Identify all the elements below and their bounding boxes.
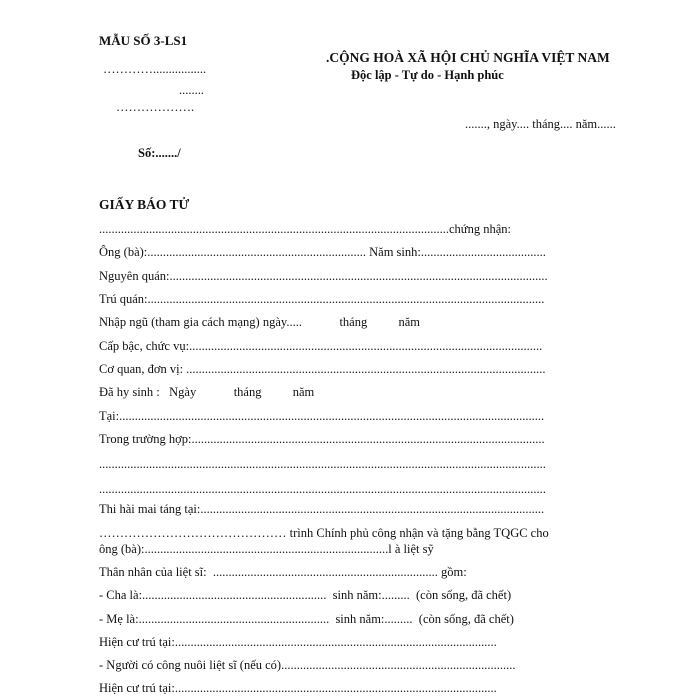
- document-number: Số:......./: [138, 146, 181, 160]
- caregiver-line: - Người có công nuôi liệt sĩ (nếu có)...........................................................................: [99, 658, 516, 672]
- circumstance-cont-1: ...............................................................................................................................................: [99, 457, 546, 471]
- document-title: GIẤY BÁO TỬ: [99, 197, 190, 212]
- rank-line: Cấp bậc, chức vụ:.................................................................................................................: [99, 339, 543, 353]
- motto: Độc lập - Tự do - Hạnh phúc: [351, 68, 504, 82]
- recognition-line-1: ……………………………………… trình Chính phủ công nhận và tặng bằng TQGC cho: [99, 526, 549, 540]
- burial-line: Thi hài mai táng tại:..............................................................................................................: [99, 502, 545, 516]
- current-residence-line-2: Hiện cư trú tại:.......................................................................................................: [99, 681, 497, 695]
- form-code: MẪU SỐ 3-LS1: [99, 33, 188, 48]
- relatives-line: Thân nhân của liệt sĩ: ........................................................................ gồm:: [99, 565, 467, 579]
- agency-line-1: ………….................: [103, 62, 207, 76]
- enlistment-line: Nhập ngũ (tham gia cách mạng) ngày..... tháng năm: [99, 315, 420, 329]
- residence-line: Trú quán:...............................................................................................................................: [99, 292, 545, 306]
- agency-line-3: ……………….: [116, 100, 195, 114]
- agency-line-2: ........: [179, 83, 204, 97]
- current-residence-line-1: Hiện cư trú tại:.......................................................................................................: [99, 635, 497, 649]
- unit-line: Cơ quan, đơn vị: ...................................................................................................................: [99, 362, 546, 376]
- hometown-line: Nguyên quán:.........................................................................................................................: [99, 269, 548, 283]
- country-name: .CỘNG HOÀ XÃ HỘI CHỦ NGHĨA VIỆT NAM: [326, 50, 610, 65]
- mother-line: - Mẹ là:............................................................. sinh năm:......... (còn sống, đã chết): [99, 612, 514, 626]
- recognition-line-2: ông (bà):..............................................................................l à liệt sỹ: [99, 542, 434, 556]
- death-date-line: Đã hy sinh : Ngày tháng năm: [99, 385, 315, 399]
- circumstance-cont-2: ...............................................................................................................................................: [99, 482, 546, 496]
- circumstance-line: Trong trường hợp:.................................................................................................................: [99, 432, 545, 446]
- date-line: ......., ngày.... tháng.... năm......: [465, 117, 616, 131]
- death-place-line: Tại:........................................................................................................................................: [99, 409, 545, 423]
- certifier-line: ................................................................................................................chứng nhận:: [99, 222, 511, 236]
- father-line: - Cha là:........................................................... sinh năm:......... (còn sống, đã chết): [99, 588, 512, 602]
- name-birth-line: Ông (bà):...................................................................... Năm sinh:........................................: [99, 245, 546, 259]
